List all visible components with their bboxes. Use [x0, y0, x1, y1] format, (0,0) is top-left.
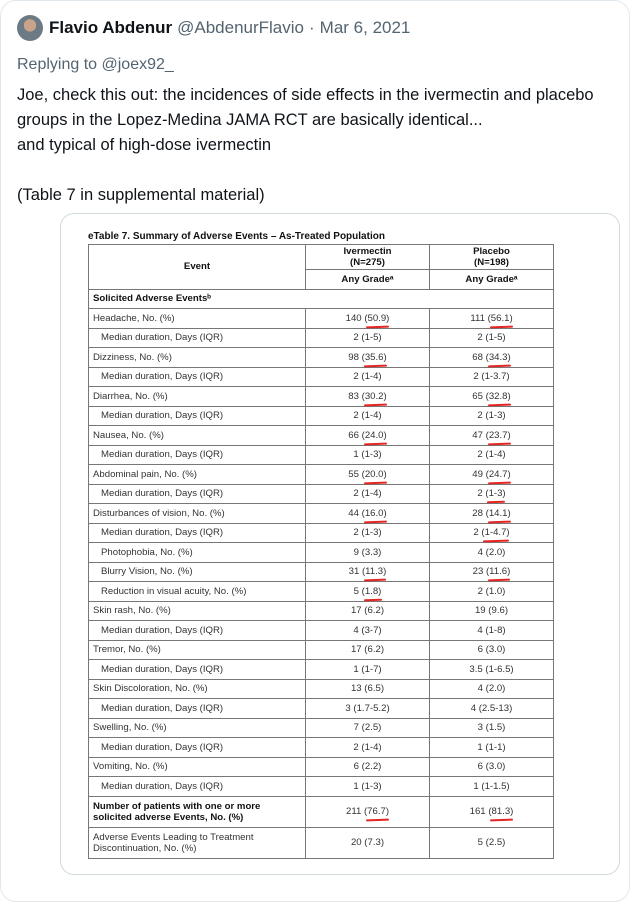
separator: · [309, 18, 315, 37]
iver-percent: (1-4) [361, 371, 382, 383]
iver-percent: (1-3) [361, 780, 382, 792]
iver-value [306, 543, 430, 563]
event-label: Adverse Events Leading to Treatment Discontinuation, No. (%) [89, 827, 306, 858]
iver-percent: (1-5) [361, 332, 382, 344]
plac-percent: (1-3) [485, 410, 506, 422]
iver-value [306, 796, 430, 827]
iver-count: 1 [353, 780, 359, 792]
iver-percent: (1.8) [361, 585, 382, 597]
plac-value [430, 562, 554, 582]
iver-count: 66 [348, 429, 359, 441]
header-any-grade-ivermectin: Any Gradeᵃ [306, 270, 430, 290]
plac-value [430, 543, 554, 563]
plac-value [430, 757, 554, 777]
iver-value [306, 757, 430, 777]
iver-count: 5 [353, 585, 359, 597]
iver-percent: (6.5) [364, 683, 385, 695]
event-label: Blurry Vision, No. (%) [89, 562, 306, 582]
plac-percent: (2.5) [485, 837, 506, 848]
plac-percent: (3.0) [485, 644, 506, 656]
plac-value [430, 640, 554, 660]
avatar[interactable] [17, 15, 43, 41]
table-row [89, 426, 554, 446]
iver-value [306, 601, 430, 621]
event-label: Dizziness, No. (%) [89, 348, 306, 368]
plac-percent: (1-4.7) [481, 527, 510, 539]
iver-count: 83 [348, 390, 359, 402]
plac-count: 1 [473, 780, 479, 792]
iver-percent: (2.5) [361, 722, 382, 734]
iver-value [306, 465, 430, 485]
iver-value [306, 504, 430, 524]
plac-value [430, 827, 554, 858]
plac-value [430, 777, 554, 797]
iver-percent: (6.2) [364, 644, 385, 656]
event-label: Median duration, Days (IQR) [89, 660, 306, 680]
iver-percent: (20.0) [361, 468, 387, 480]
event-label: Median duration, Days (IQR) [89, 406, 306, 426]
header-ivermectin-n: (N=275) [350, 257, 385, 268]
plac-percent: (11.6) [485, 566, 511, 578]
event-label: Vomiting, No. (%) [89, 757, 306, 777]
iver-percent: (16.0) [361, 507, 387, 519]
plac-value [430, 660, 554, 680]
iver-percent: (1-4) [361, 488, 382, 500]
plac-value [430, 328, 554, 348]
iver-percent: (7.3) [364, 837, 385, 848]
plac-count: 3.5 [469, 663, 483, 675]
header-ivermectin [306, 245, 430, 270]
plac-percent: (2.0) [485, 683, 506, 695]
table-row [89, 484, 554, 504]
table-row [89, 827, 554, 858]
tweet-text: Joe, check this out: the incidences of side effects in the ivermectin and placebo groups in the Lopez-Medina JAMA RCT are basically identical... and typical of high-dose ivermectin (Table 7 in supplemental material) [17, 86, 594, 204]
header-placebo [430, 245, 554, 270]
plac-count: 19 [474, 605, 486, 617]
plac-count: 6 [477, 644, 483, 656]
iver-value [306, 348, 430, 368]
table-row [89, 757, 554, 777]
header-ivermectin-label: Ivermectin [343, 246, 392, 257]
iver-count: 6 [353, 761, 359, 773]
table-row [89, 679, 554, 699]
iver-value [306, 445, 430, 465]
plac-value [430, 484, 554, 504]
table-row [89, 387, 554, 407]
table-row [89, 562, 554, 582]
event-label: Abdominal pain, No. (%) [89, 465, 306, 485]
iver-percent: (3-7) [361, 624, 382, 636]
plac-percent: (1-1) [485, 741, 506, 753]
table-row [89, 777, 554, 797]
plac-percent: (1-5) [485, 332, 506, 344]
plac-value [430, 348, 554, 368]
plac-count: 2 [473, 371, 479, 383]
event-label: Skin rash, No. (%) [89, 601, 306, 621]
adverse-events-table [88, 244, 554, 859]
iver-count: 55 [348, 468, 359, 480]
header-placebo-label: Placebo [473, 246, 510, 257]
plac-value [430, 523, 554, 543]
table-row [89, 738, 554, 758]
iver-count: 2 [353, 332, 359, 344]
event-label: Skin Discoloration, No. (%) [89, 679, 306, 699]
event-label: Headache, No. (%) [89, 309, 306, 329]
table-row [89, 348, 554, 368]
plac-count: 68 [472, 351, 483, 363]
plac-percent: (1-3.7) [481, 371, 510, 383]
iver-value [306, 738, 430, 758]
iver-value [306, 827, 430, 858]
event-label: Photophobia, No. (%) [89, 543, 306, 563]
event-label: Median duration, Days (IQR) [89, 777, 306, 797]
table-row [89, 309, 554, 329]
plac-value [430, 426, 554, 446]
plac-count: 2 [477, 410, 483, 422]
iver-percent: (1-4) [361, 741, 382, 753]
event-label: Swelling, No. (%) [89, 718, 306, 738]
plac-value [430, 621, 554, 641]
plac-percent: (34.3) [485, 351, 511, 363]
table-row [89, 543, 554, 563]
plac-count: 23 [472, 566, 484, 578]
plac-percent: (24.7) [485, 468, 511, 480]
iver-value [306, 484, 430, 504]
plac-percent: (81.3) [488, 806, 514, 817]
iver-count: 98 [348, 351, 359, 363]
plac-count: 4 [470, 702, 477, 714]
iver-count: 2 [353, 527, 359, 539]
event-label: Median duration, Days (IQR) [89, 328, 306, 348]
iver-count: 9 [353, 546, 359, 558]
table-row [89, 718, 554, 738]
iver-count: 44 [348, 507, 359, 519]
iver-value [306, 582, 430, 602]
plac-count: 28 [472, 507, 483, 519]
table-row [89, 796, 554, 827]
plac-value [430, 465, 554, 485]
table-row [89, 445, 554, 465]
table-row [89, 406, 554, 426]
event-label: Diarrhea, No. (%) [89, 387, 306, 407]
table-row [89, 640, 554, 660]
iver-percent: (1-3) [361, 449, 382, 461]
iver-percent: (35.6) [361, 351, 387, 363]
iver-count: 2 [353, 741, 359, 753]
tweet-date[interactable]: Mar 6, 2021 [319, 18, 411, 37]
plac-value [430, 504, 554, 524]
header-placebo-n: (N=198) [474, 257, 509, 268]
iver-count: 1 [353, 663, 359, 675]
iver-count: 4 [353, 624, 359, 636]
event-label: Tremor, No. (%) [89, 640, 306, 660]
iver-count: 140 [345, 312, 362, 324]
plac-percent: (56.1) [487, 312, 513, 324]
plac-value [430, 699, 554, 719]
event-label: Disturbances of vision, No. (%) [89, 504, 306, 524]
table-row [89, 523, 554, 543]
event-label: Median duration, Days (IQR) [89, 445, 306, 465]
table-row [89, 601, 554, 621]
plac-count: 3 [477, 722, 483, 734]
iver-count: 2 [353, 410, 359, 422]
iver-value [306, 426, 430, 446]
table-row [89, 367, 554, 387]
iver-value [306, 621, 430, 641]
author-handle[interactable]: @AbdenurFlavio [177, 18, 304, 37]
plac-percent: (3.0) [485, 761, 506, 773]
plac-percent: (1-8) [485, 624, 506, 636]
event-label: Median duration, Days (IQR) [89, 523, 306, 543]
table-row [89, 504, 554, 524]
iver-percent: (1-4) [361, 410, 382, 422]
plac-count: 2 [477, 585, 483, 597]
plac-value [430, 445, 554, 465]
plac-percent: (9.6) [488, 605, 509, 617]
table-row [89, 699, 554, 719]
plac-count: 2 [477, 332, 483, 344]
plac-percent: (2.0) [485, 546, 506, 558]
plac-count: 161 [469, 806, 486, 817]
plac-count: 5 [477, 837, 483, 848]
iver-count: 20 [350, 837, 362, 848]
tweet-image[interactable] [60, 213, 620, 875]
iver-count: 2 [353, 371, 359, 383]
iver-value [306, 640, 430, 660]
plac-percent: (1.5) [485, 722, 506, 734]
table-row [89, 582, 554, 602]
plac-count: 2 [477, 449, 483, 461]
plac-value [430, 738, 554, 758]
iver-count: 7 [353, 722, 359, 734]
plac-percent: (1-6.5) [485, 663, 514, 675]
plac-count: 2 [477, 488, 483, 500]
iver-count: 3 [345, 702, 351, 714]
iver-count: 211 [345, 806, 362, 817]
tweet-header [17, 15, 410, 41]
plac-value [430, 387, 554, 407]
iver-value [306, 387, 430, 407]
iver-value [306, 679, 430, 699]
plac-count: 47 [472, 429, 483, 441]
iver-value [306, 523, 430, 543]
plac-percent: (1-4) [485, 449, 506, 461]
table-title: eTable 7. Summary of Adverse Events – As-Treated Population [88, 231, 385, 242]
plac-value [430, 679, 554, 699]
event-label: Median duration, Days (IQR) [89, 367, 306, 387]
plac-percent: (1-1.5) [481, 780, 510, 792]
iver-percent: (3.3) [361, 546, 382, 558]
iver-percent: (1-3) [361, 527, 382, 539]
iver-percent: (50.9) [364, 312, 390, 324]
iver-count: 17 [350, 644, 362, 656]
plac-count: 65 [472, 390, 483, 402]
iver-value [306, 406, 430, 426]
plac-count: 4 [477, 683, 483, 695]
iver-count: 31 [348, 566, 360, 578]
plac-value [430, 406, 554, 426]
iver-percent: (24.0) [361, 429, 387, 441]
iver-percent: (11.3) [361, 566, 387, 578]
iver-value [306, 699, 430, 719]
event-label: Reduction in visual acuity, No. (%) [89, 582, 306, 602]
plac-count: 6 [477, 761, 483, 773]
iver-percent: (1.7-5.2) [353, 702, 390, 714]
replying-to[interactable]: Replying to @joex92_ [17, 56, 174, 73]
iver-value [306, 309, 430, 329]
iver-percent: (2.2) [361, 761, 382, 773]
iver-percent: (30.2) [361, 390, 387, 402]
iver-count: 2 [353, 488, 359, 500]
iver-percent: (1-7) [361, 663, 382, 675]
iver-count: 13 [350, 683, 362, 695]
plac-count: 2 [473, 527, 479, 539]
iver-percent: (6.2) [364, 605, 385, 617]
plac-value [430, 796, 554, 827]
iver-value [306, 328, 430, 348]
plac-value [430, 601, 554, 621]
event-label: Nausea, No. (%) [89, 426, 306, 446]
plac-value [430, 367, 554, 387]
section-solicited: Solicited Adverse Eventsᵇ [89, 289, 554, 309]
iver-percent: (76.7) [363, 806, 390, 817]
plac-count: 4 [477, 546, 483, 558]
plac-percent: (1.0) [485, 585, 506, 597]
table-row [89, 660, 554, 680]
plac-value [430, 718, 554, 738]
iver-count: 17 [350, 605, 362, 617]
plac-percent: (23.7) [485, 429, 511, 441]
iver-value [306, 777, 430, 797]
plac-percent: (2.5-13) [478, 702, 513, 714]
plac-count: 4 [477, 624, 483, 636]
event-label: Median duration, Days (IQR) [89, 738, 306, 758]
plac-percent: (14.1) [485, 507, 511, 519]
plac-count: 1 [477, 741, 483, 753]
event-label: Median duration, Days (IQR) [89, 484, 306, 504]
event-label: Median duration, Days (IQR) [89, 699, 306, 719]
plac-percent: (32.8) [485, 390, 511, 402]
table-row [89, 328, 554, 348]
plac-count: 111 [470, 312, 485, 324]
event-label: Number of patients with one or more solicited adverse Events, No. (%) [89, 796, 306, 827]
table-row [89, 621, 554, 641]
plac-percent: (1-3) [485, 488, 506, 500]
header-event: Event [89, 245, 306, 290]
iver-value [306, 718, 430, 738]
plac-value [430, 309, 554, 329]
plac-count: 49 [472, 468, 483, 480]
event-label: Median duration, Days (IQR) [89, 621, 306, 641]
iver-value [306, 367, 430, 387]
iver-count: 1 [353, 449, 359, 461]
author-name[interactable]: Flavio Abdenur [49, 18, 173, 37]
table-row [89, 465, 554, 485]
header-any-grade-placebo: Any Gradeᵃ [430, 270, 554, 290]
iver-value [306, 660, 430, 680]
iver-value [306, 562, 430, 582]
plac-value [430, 582, 554, 602]
